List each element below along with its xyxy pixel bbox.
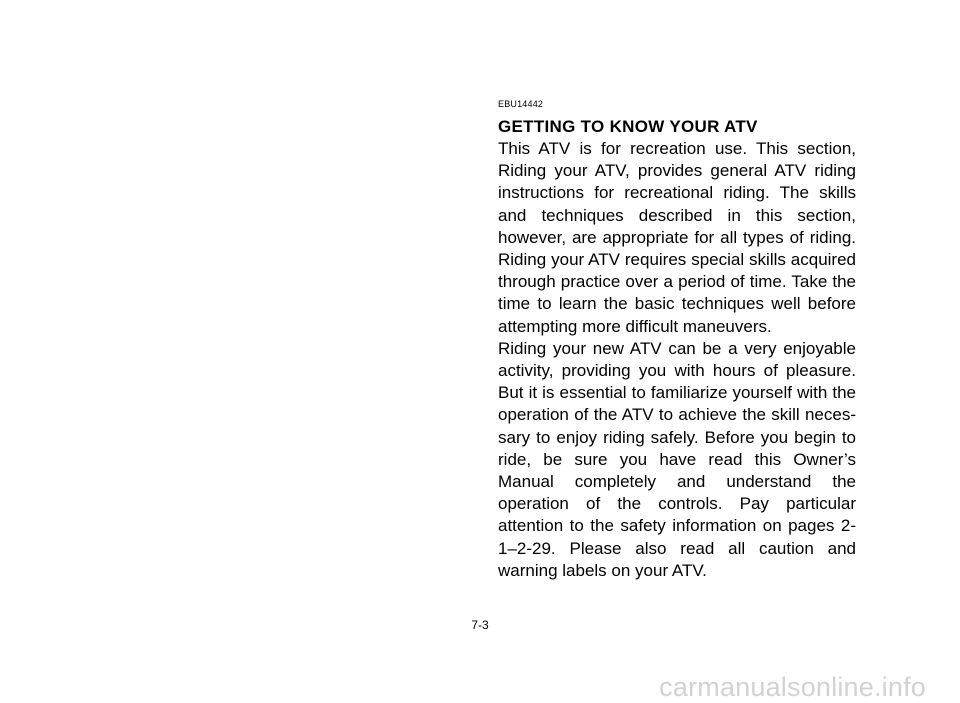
page-number: 7-3 bbox=[471, 618, 489, 632]
watermark: carmanualsonline.info bbox=[659, 672, 926, 702]
paragraph-intro: This ATV is for recreation use. This section, Riding your ATV, provides general ATV riding instructions for recreational riding. The skills and techniques described in this section, however, are appropriate for all types of riding. Riding your ATV requires special skills acquired through practice over a period of time. Take the time to learn the basic techniques well before attempting more difficult maneuvers. bbox=[498, 139, 856, 336]
paragraph-enjoyment: Riding your new ATV can be a very enjoyable activity, providing you with hours of pleasure. But it is essential to familiarize yourself with the operation of the ATV to achieve the skill neces-sary to enjoy riding safely. Before you begin to ride, be sure you have read this Owner’s Manual completely and understand the operation of the controls. Pay particular attention to the safety information on pages 2-1–2-29. Please also read all caution and warning labels on your ATV. bbox=[498, 338, 856, 580]
getting-to-know-section bbox=[498, 98, 856, 582]
section-code: EBU14442 bbox=[498, 99, 544, 109]
section-heading: GETTING TO KNOW YOUR ATV bbox=[498, 117, 758, 136]
